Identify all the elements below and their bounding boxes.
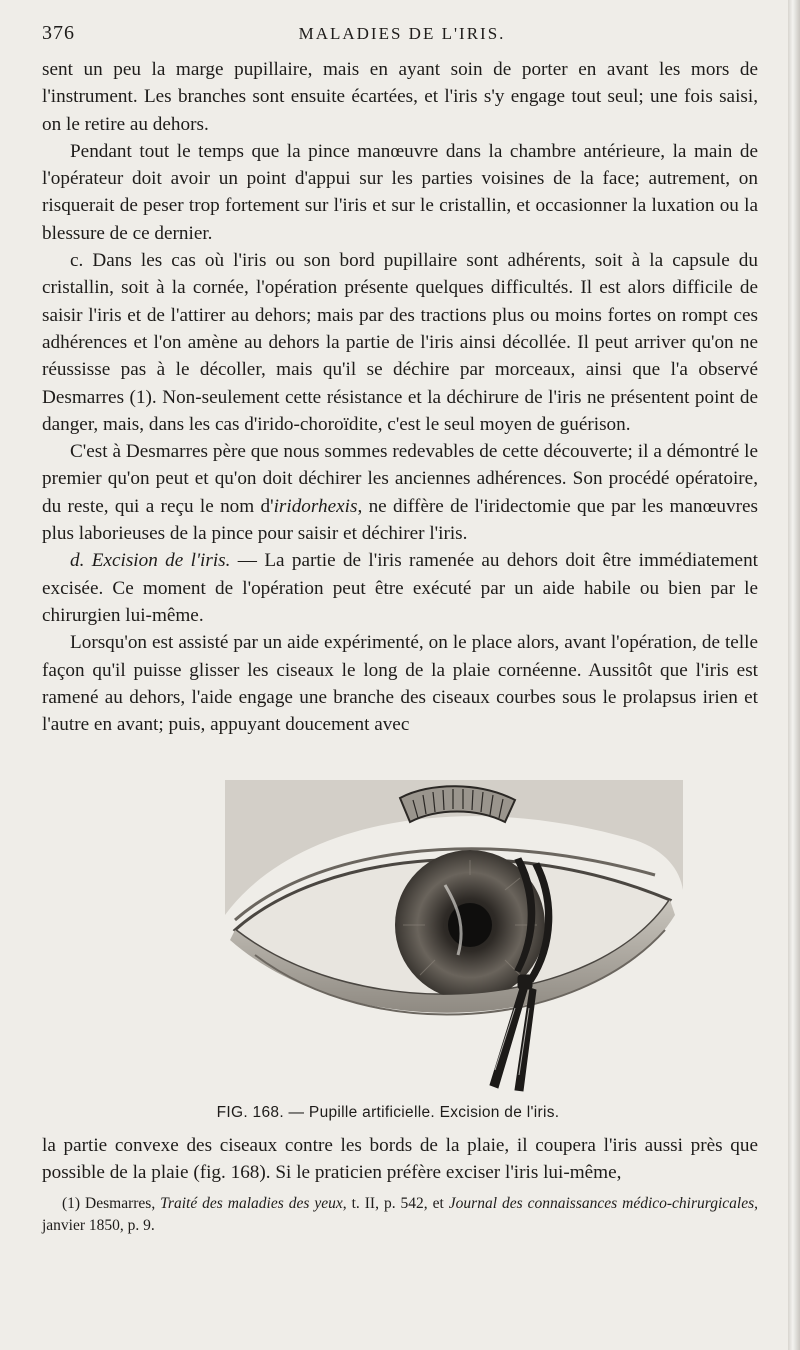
term-iridorhexis: iridorhexis — [273, 495, 358, 517]
running-head: MALADIES DE L'IRIS. — [298, 24, 506, 43]
paragraph-text: — La partie de l'iris ramenée au dehors doit être immédiatement excisée. Ce moment de l'opération peut être exécuté par un aide habile ou bien par le chirurgien lui-même. — [42, 550, 758, 626]
paragraph: Pendant tout le temps que la pince manœuvre dans la chambre antérieure, la main de l'opérateur doit avoir un point d'appui sur les parties voisines de la face; autrement, on risquerait de peser trop fortement sur l'iris et sur le cristallin, et occasionner la luxation ou la blessure de ce dernier. — [42, 140, 758, 244]
paragraph-text: , ne diffère de l'iridectomie que par les manœuvres plus laborieuses de la pince pour saisir et déchirer l'iris. — [42, 495, 758, 545]
footnote-part: , t. II, p. 542, et — [342, 1195, 449, 1212]
paragraph: c. Dans les cas où l'iris ou son bord pupillaire sont adhérents, soit à la capsule du cristallin, soit à la cornée, l'opération présente quelques difficultés. Il est alors difficile de saisir l'iris et de l'attirer au dehors; mais par des tractions plus ou moins fortes on rompt ces adhérences et l'on amène au dehors la partie de l'iris ainsi décollée. Il peut arriver qu'on ne réussisse pas à le décoller, mais qu'il se déchire par morceaux, ainsi que l'a observé Desmarres (1). Non-seulement cette résistance et la déchirure de l'iris ne présentent point de danger, mais, dans les cas d'irido-choroïdite, c'est le seul moyen de guérison. — [42, 250, 758, 435]
main-text — [42, 56, 758, 738]
figure-caption: FIG. 168. — Pupille artificielle. Excision de l'iris. — [216, 1104, 560, 1121]
page-header — [42, 22, 762, 50]
page-number: 376 — [42, 22, 75, 44]
footnote — [42, 1193, 758, 1237]
paragraph — [42, 547, 758, 629]
page-edge — [788, 0, 800, 1350]
section-heading: d. Excision de l'iris. — [70, 550, 231, 572]
paragraph-text: C'est à Desmarres père que nous sommes redevables de cette découverte; il a démontré le premier qu'on peut et qu'on doit déchirer les anciennes adhérences. Son procédé opératoire, du reste, qui a reçu le nom d' — [42, 441, 758, 517]
eye-surgery-illustration — [215, 780, 685, 1100]
footnote-part: , janvier 1850, p. 9. — [42, 1195, 758, 1234]
footnote-part: (1) Desmarres, — [62, 1195, 161, 1212]
continuation-text — [42, 1132, 758, 1186]
paragraph: Lorsqu'on est assisté par un aide expérimenté, on le place alors, avant l'opération, de telle façon qu'il puisse glisser les ciseaux le long de la plaie cornéenne. Aussitôt que l'iris est ramené au dehors, l'aide engage une branche des ciseaux courbes sous le prolapsus irien et l'autre en avant; puis, appuyant doucement avec — [42, 632, 758, 736]
footnote-journal: Journal des connaissances médico-chirurgicales — [448, 1195, 755, 1212]
footnote-text — [42, 1193, 758, 1237]
paragraph: sent un peu la marge pupillaire, mais en ayant soin de porter en avant les mors de l'instrument. Les branches sont ensuite écartées, et l'iris s'y engage tout seul; une fois saisi, on le retire au dehors. — [42, 59, 758, 135]
paragraph: la partie convexe des ciseaux contre les bords de la plaie, il coupera l'iris aussi près que possible de la plaie (fig. 168). Si le praticien préfère exciser l'iris lui-même, — [42, 1135, 758, 1183]
paragraph — [42, 438, 758, 547]
footnote-title: Traité des maladies des yeux — [160, 1195, 343, 1212]
